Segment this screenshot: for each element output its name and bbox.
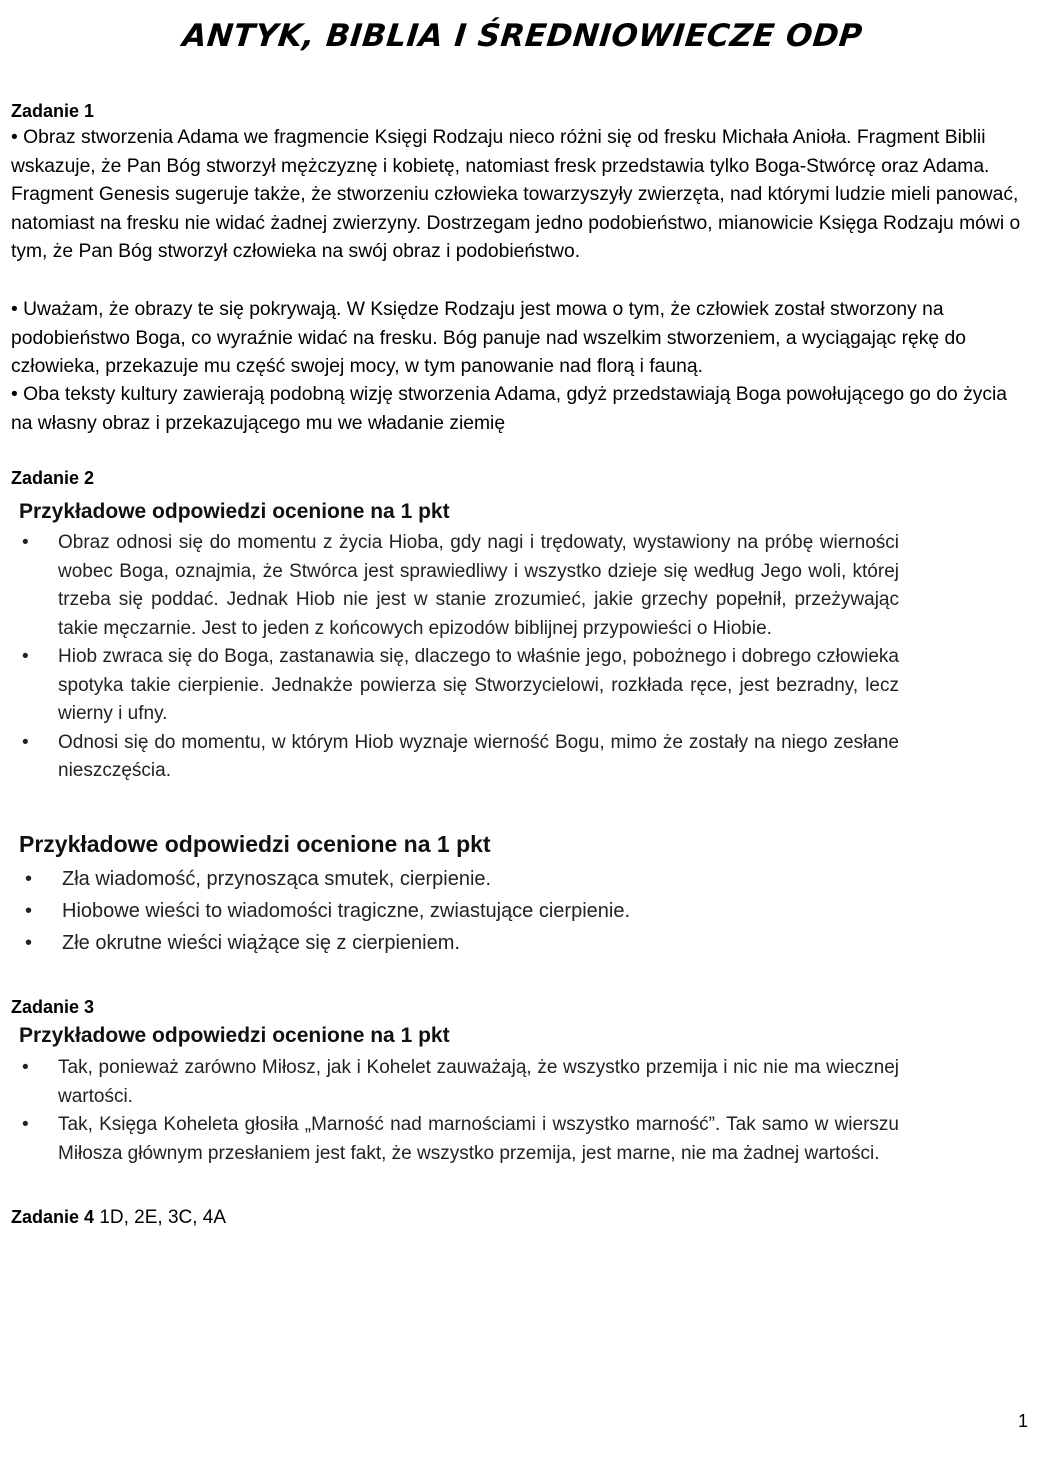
list-item <box>19 927 899 959</box>
list-item-text: Obraz odnosi się do momentu z życia Hioba, gdy nagi i trędowaty, wystawiony na próbę wierności wobec Boga, oznajmia, że Stwórca jest sprawiedliwy i wszystko dzieje się według Jego woli, której trzeba się poddać. Jednak Hiob nie jest w stanie zrozumieć, jakie grzechy popełnił, przeżywając takie męczarnie. Jest to jeden z końcowych epizodów biblijnej przypowieści o Hiobie. <box>58 532 899 639</box>
zadanie-1-paragraph-1: • Obraz stworzenia Adama we fragmencie Księgi Rodzaju nieco różni się od fresku Michała Anioła. Fragment Biblii wskazuje, że Pan Bóg stworzył mężczyznę i kobietę, natomiast fresk przedstawia tylko Boga-Stwórcę oraz Adama. Fragment Genesis sugeruje także, że stworzeniu człowieka towarzyszyły zwierzęta, nad którymi ludzie mieli panować, natomiast na fresku nie widać żadnej zwierzyny. Dostrzegam jedno podobieństwo, mianowicie Księga Rodzaju mówi o tym, że Pan Bóg stworzył człowieka na swój obraz i podobieństwo. <box>11 127 1021 262</box>
list-item-text: Hiob zwraca się do Boga, zastanawia się, dlaczego to właśnie jego, pobożnego i dobrego człowieka spotyka takie cierpienie. Jednakże powierza się Stworzycielowi, rozkłada ręce, jest bezradny, lecz wierny i ufny. <box>58 646 899 724</box>
zadanie-1-paragraph-2: • Uważam, że obrazy te się pokrywają. W Księdze Rodzaju jest mowa o tym, że człowiek został stworzony na podobieństwo Boga, co wyraźnie widać na fresku. Bóg panuje nad wszelkim stworzeniem, a wyciągając rękę do człowieka, przekazuje mu część swojej mocy, w tym panowanie nad florą i fauną. <box>11 299 966 377</box>
bullet-icon: • <box>22 646 29 667</box>
zadanie-3-list <box>19 1054 899 1168</box>
list-item <box>19 529 899 643</box>
page-title: ANTYK, BIBLIA I ŚREDNIOWIECZE ODP <box>180 18 865 54</box>
list-item <box>19 643 899 729</box>
page-number: 1 <box>1017 1411 1028 1431</box>
zadanie-1-paragraph-3: • Oba teksty kultury zawierają podobną wizję stworzenia Adama, gdyż przedstawiają Boga powołującego go do życia na własny obraz i przekazującego mu we władanie ziemię <box>11 384 1007 434</box>
zadanie-2-heading: Zadanie 2 <box>11 468 95 488</box>
zadanie-3-block-title: Przykładowe odpowiedzi ocenione na 1 pkt <box>19 1024 450 1047</box>
bullet-icon: • <box>22 532 29 553</box>
list-item-text: Odnosi się do momentu, w którym Hiob wyznaje wierność Bogu, mimo że zostały na niego zesłane nieszczęścia. <box>58 731 899 781</box>
zadanie-4-answer: 1D, 2E, 3C, 4A <box>99 1207 227 1228</box>
list-item <box>19 1111 899 1168</box>
zadanie-4-heading: Zadanie 4 <box>11 1207 95 1227</box>
bullet-icon: • <box>25 932 33 954</box>
bullet-icon: • <box>25 868 33 890</box>
list-item-text: Hiobowe wieści to wiadomości tragiczne, zwiastujące cierpienie. <box>62 900 631 922</box>
list-item <box>19 729 899 786</box>
list-item-text: Złe okrutne wieści wiążące się z cierpieniem. <box>62 932 460 954</box>
zadanie-1-heading: Zadanie 1 <box>11 101 95 121</box>
zadanie-3-heading: Zadanie 3 <box>11 997 95 1017</box>
list-item <box>19 1054 899 1111</box>
list-item-text: Tak, ponieważ zarówno Miłosz, jak i Kohelet zauważają, że wszystko przemija i nic nie ma wiecznej wartości. <box>58 1057 899 1107</box>
bullet-icon: • <box>22 1114 29 1135</box>
bullet-icon: • <box>22 1057 29 1078</box>
zadanie-2-block-1-title: Przykładowe odpowiedzi ocenione na 1 pkt <box>19 500 450 523</box>
bullet-icon: • <box>22 731 29 753</box>
zadanie-2-block-2-title: Przykładowe odpowiedzi ocenione na 1 pkt <box>19 831 491 857</box>
list-item-text: Zła wiadomość, przynosząca smutek, cierpienie. <box>62 868 492 890</box>
list-item <box>19 863 899 895</box>
zadanie-2-block-1-list <box>19 529 899 786</box>
list-item <box>19 895 899 927</box>
bullet-icon: • <box>25 900 33 922</box>
zadanie-2-block-2-list <box>19 863 899 959</box>
list-item-text: Tak, Księga Koheleta głosiła „Marność nad marnościami i wszystko marność”. Tak samo w wierszu Miłosza głównym przesłaniem jest fakt, że wszystko przemija, jest marne, nie ma żadnej wartości. <box>58 1114 899 1164</box>
zadanie-4-line <box>11 1207 226 1229</box>
